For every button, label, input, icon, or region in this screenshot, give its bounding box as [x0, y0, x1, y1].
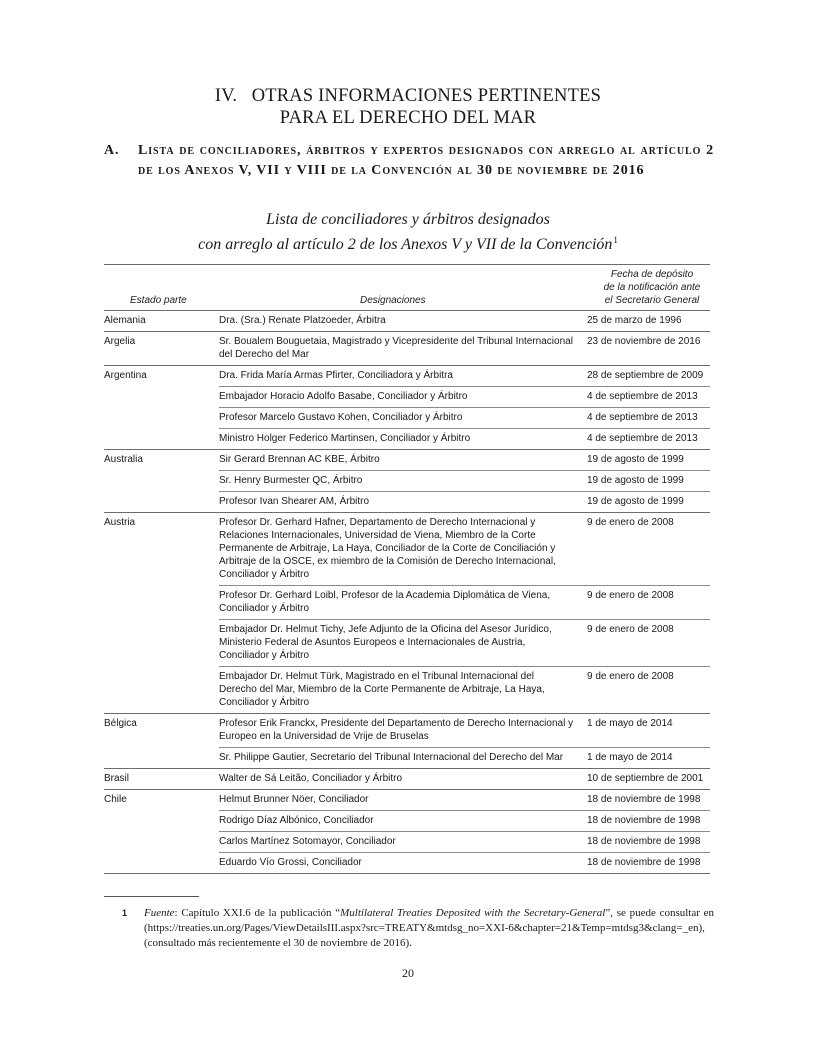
chapter-title-line-2: PARA EL DERECHO DEL MAR: [279, 108, 537, 128]
designation-entry: [219, 311, 710, 331]
designation-list: [219, 332, 710, 365]
chapter-title-line-1: IV. OTRAS INFORMACIONES PERTINENTES: [214, 86, 602, 106]
designation-list: [219, 714, 710, 768]
designation-entry: [219, 790, 710, 810]
section-heading-text: Lista de conciliadores, árbitros y expertos designados con arreglo al artículo 2 de los Anexos V, VII y VIII de la Convención al 30 de noviembre de 2016: [138, 143, 714, 178]
chapter-title: [0, 85, 816, 129]
designation-text: Dra. Frida María Armas Pfirter, Conciliadora y Árbitra: [219, 370, 453, 381]
deposit-date: 18 de noviembre de 1998: [587, 794, 701, 805]
deposit-date: 19 de agosto de 1999: [587, 454, 684, 465]
designation-text: Helmut Brunner Nöer, Conciliador: [219, 794, 369, 805]
deposit-date: 28 de septiembre de 2009: [587, 370, 704, 381]
list-title: [0, 210, 816, 255]
designation-entry: [219, 407, 710, 428]
column-header-date-line-1: Fecha de depósito: [610, 269, 694, 280]
table-row: [104, 449, 710, 512]
designation-text: Profesor Dr. Gerhard Loibl, Profesor de la Academia Diplomática de Viena, Conciliador y Árbitro: [219, 590, 551, 614]
table-row: [104, 713, 710, 768]
section-heading: [104, 141, 714, 181]
designation-entry: [219, 428, 710, 449]
designation-text: Rodrigo Díaz Albónico, Conciliador: [219, 815, 374, 826]
designation-list: [219, 769, 710, 789]
deposit-date: 19 de agosto de 1999: [587, 496, 684, 507]
deposit-date: 25 de marzo de 1996: [587, 315, 682, 326]
designation-entry: [219, 386, 710, 407]
deposit-date: 18 de noviembre de 1998: [587, 815, 701, 826]
table-bottom-rule: [104, 873, 710, 874]
designation-entry: [219, 450, 710, 470]
designation-entry: [219, 619, 710, 666]
designation-text: Eduardo Vío Grossi, Conciliador: [219, 857, 362, 868]
designation-text: Embajador Dr. Helmut Tichy, Jefe Adjunto de la Oficina del Asesor Jurídico, Ministerio Federal de Asuntos Europeos e Internacionales de Austria, Conciliador y Árbitro: [219, 624, 552, 661]
column-header-date: [582, 268, 722, 307]
list-title-line-2: [0, 230, 816, 255]
footnote-separator: [104, 896, 199, 897]
column-header-date-line-2: de la notificación ante: [603, 282, 701, 293]
deposit-date: 18 de noviembre de 1998: [587, 836, 701, 847]
deposit-date: 1 de mayo de 2014: [587, 752, 673, 763]
designation-list: [219, 366, 710, 449]
designation-entry: [219, 747, 710, 768]
deposit-date: 1 de mayo de 2014: [587, 718, 673, 729]
footnote-body: [144, 906, 714, 951]
designation-entry: [219, 585, 710, 619]
deposit-date: 9 de enero de 2008: [587, 671, 674, 682]
designation-text: Profesor Ivan Shearer AM, Árbitro: [219, 496, 370, 507]
designation-text: Sr. Henry Burmester QC, Árbitro: [219, 475, 363, 486]
table-row: [104, 768, 710, 789]
designation-text: Walter de Sá Leitão, Conciliador y Árbitro: [219, 773, 403, 784]
designation-entry: [219, 852, 710, 873]
designation-text: Ministro Holger Federico Martinsen, Conciliador y Árbitro: [219, 433, 471, 444]
designation-text: Embajador Dr. Helmut Türk, Magistrado en el Tribunal Internacional del Derecho del Mar, Miembro de la Corte Permanente de Arbitraje, La Haya, Conciliador y Árbitro: [219, 671, 545, 708]
designation-list: [219, 311, 710, 331]
deposit-date: 9 de enero de 2008: [587, 517, 674, 528]
deposit-date: 19 de agosto de 1999: [587, 475, 684, 486]
state-party: Chile: [104, 794, 127, 805]
section-letter: A.: [104, 143, 120, 158]
designation-text: Profesor Dr. Gerhard Hafner, Departamento de Derecho Internacional y Relaciones Internacionales, Universidad de Viena, Miembro de la Corte Permanente de Arbitraje, La Haya, Conciliador de la Corte de Conciliación y Arbitraje de la OSCE, ex miembro de la Comisión de Derecho Internacional, Conciliador y Árbitro: [219, 517, 556, 580]
designations-table: [104, 311, 710, 874]
footnote: [104, 906, 714, 951]
table-row: [104, 512, 710, 713]
deposit-date: 10 de septiembre de 2001: [587, 773, 704, 784]
state-party: Bélgica: [104, 718, 137, 729]
designation-entry: [219, 714, 710, 747]
designation-entry: [219, 769, 710, 789]
table-row: [104, 365, 710, 449]
designation-text: Sr. Boualem Bouguetaia, Magistrado y Vicepresidente del Tribunal Internacional del Derecho del Mar: [219, 336, 573, 360]
state-party: Australia: [104, 454, 143, 465]
deposit-date: 18 de noviembre de 1998: [587, 857, 701, 868]
footnote-publication: Multilateral Treaties Deposited with the Secretary-General: [340, 907, 606, 919]
column-header-date-line-3: el Secretario General: [604, 295, 700, 306]
designation-entry: [219, 831, 710, 852]
table-row: [104, 789, 710, 873]
table-row: [104, 311, 710, 331]
column-header-designations: Designaciones: [360, 295, 426, 306]
table-top-rule: [104, 264, 710, 265]
designation-entry: [219, 366, 710, 386]
designation-list: [219, 513, 710, 713]
list-title-line-2-text: con arreglo al artículo 2 de los Anexos V y VII de la Convención: [198, 236, 613, 253]
footnote-mark: 1: [122, 908, 128, 918]
designation-text: Embajador Horacio Adolfo Basabe, Conciliador y Árbitro: [219, 391, 468, 402]
deposit-date: 9 de enero de 2008: [587, 624, 674, 635]
state-party: Argentina: [104, 370, 147, 381]
footnote-reference[interactable]: 1: [613, 235, 618, 245]
footnote-text-a: : Capítulo XXI.6 de la publicación “: [174, 907, 341, 919]
state-party: Argelia: [104, 336, 136, 347]
deposit-date: 23 de noviembre de 2016: [587, 336, 701, 347]
designation-entry: [219, 491, 710, 512]
designation-text: Sir Gerard Brennan AC KBE, Árbitro: [219, 454, 380, 465]
designation-entry: [219, 513, 710, 585]
list-title-line-1: Lista de conciliadores y árbitros designados: [266, 211, 550, 228]
designation-list: [219, 450, 710, 512]
column-header-state: Estado parte: [130, 295, 187, 306]
table-row: [104, 331, 710, 365]
footnote-label: Fuente: [144, 907, 175, 919]
deposit-date: 4 de septiembre de 2013: [587, 433, 698, 444]
state-party: Brasil: [104, 773, 130, 784]
designation-entry: [219, 810, 710, 831]
designation-entry: [219, 666, 710, 713]
designation-text: Profesor Marcelo Gustavo Kohen, Conciliador y Árbitro: [219, 412, 463, 423]
designation-list: [219, 790, 710, 873]
designation-text: Carlos Martínez Sotomayor, Conciliador: [219, 836, 396, 847]
state-party: Austria: [104, 517, 136, 528]
designation-text: Sr. Philippe Gautier, Secretario del Tribunal Internacional del Derecho del Mar: [219, 752, 564, 763]
deposit-date: 4 de septiembre de 2013: [587, 412, 698, 423]
designation-text: Dra. (Sra.) Renate Platzoeder, Árbitra: [219, 315, 386, 326]
designation-entry: [219, 470, 710, 491]
deposit-date: 4 de septiembre de 2013: [587, 391, 698, 402]
state-party: Alemania: [104, 315, 146, 326]
footnote-text-b: ”, se puede consultar en (https://treaties.un.org/Pages/ViewDetailsIII.aspx?src=TREATY&mtdsg_no=XXI-6&chapter=21&Temp=mtdsg3&clang=_en), (consultado más recientemente el 30 de noviembre de 2016).: [144, 907, 714, 949]
deposit-date: 9 de enero de 2008: [587, 590, 674, 601]
designation-entry: [219, 332, 710, 365]
designation-text: Profesor Erik Franckx, Presidente del Departamento de Derecho Internacional y Europeo en la Universidad de Vrije de Bruselas: [219, 718, 574, 742]
page-number: 20: [402, 966, 414, 980]
